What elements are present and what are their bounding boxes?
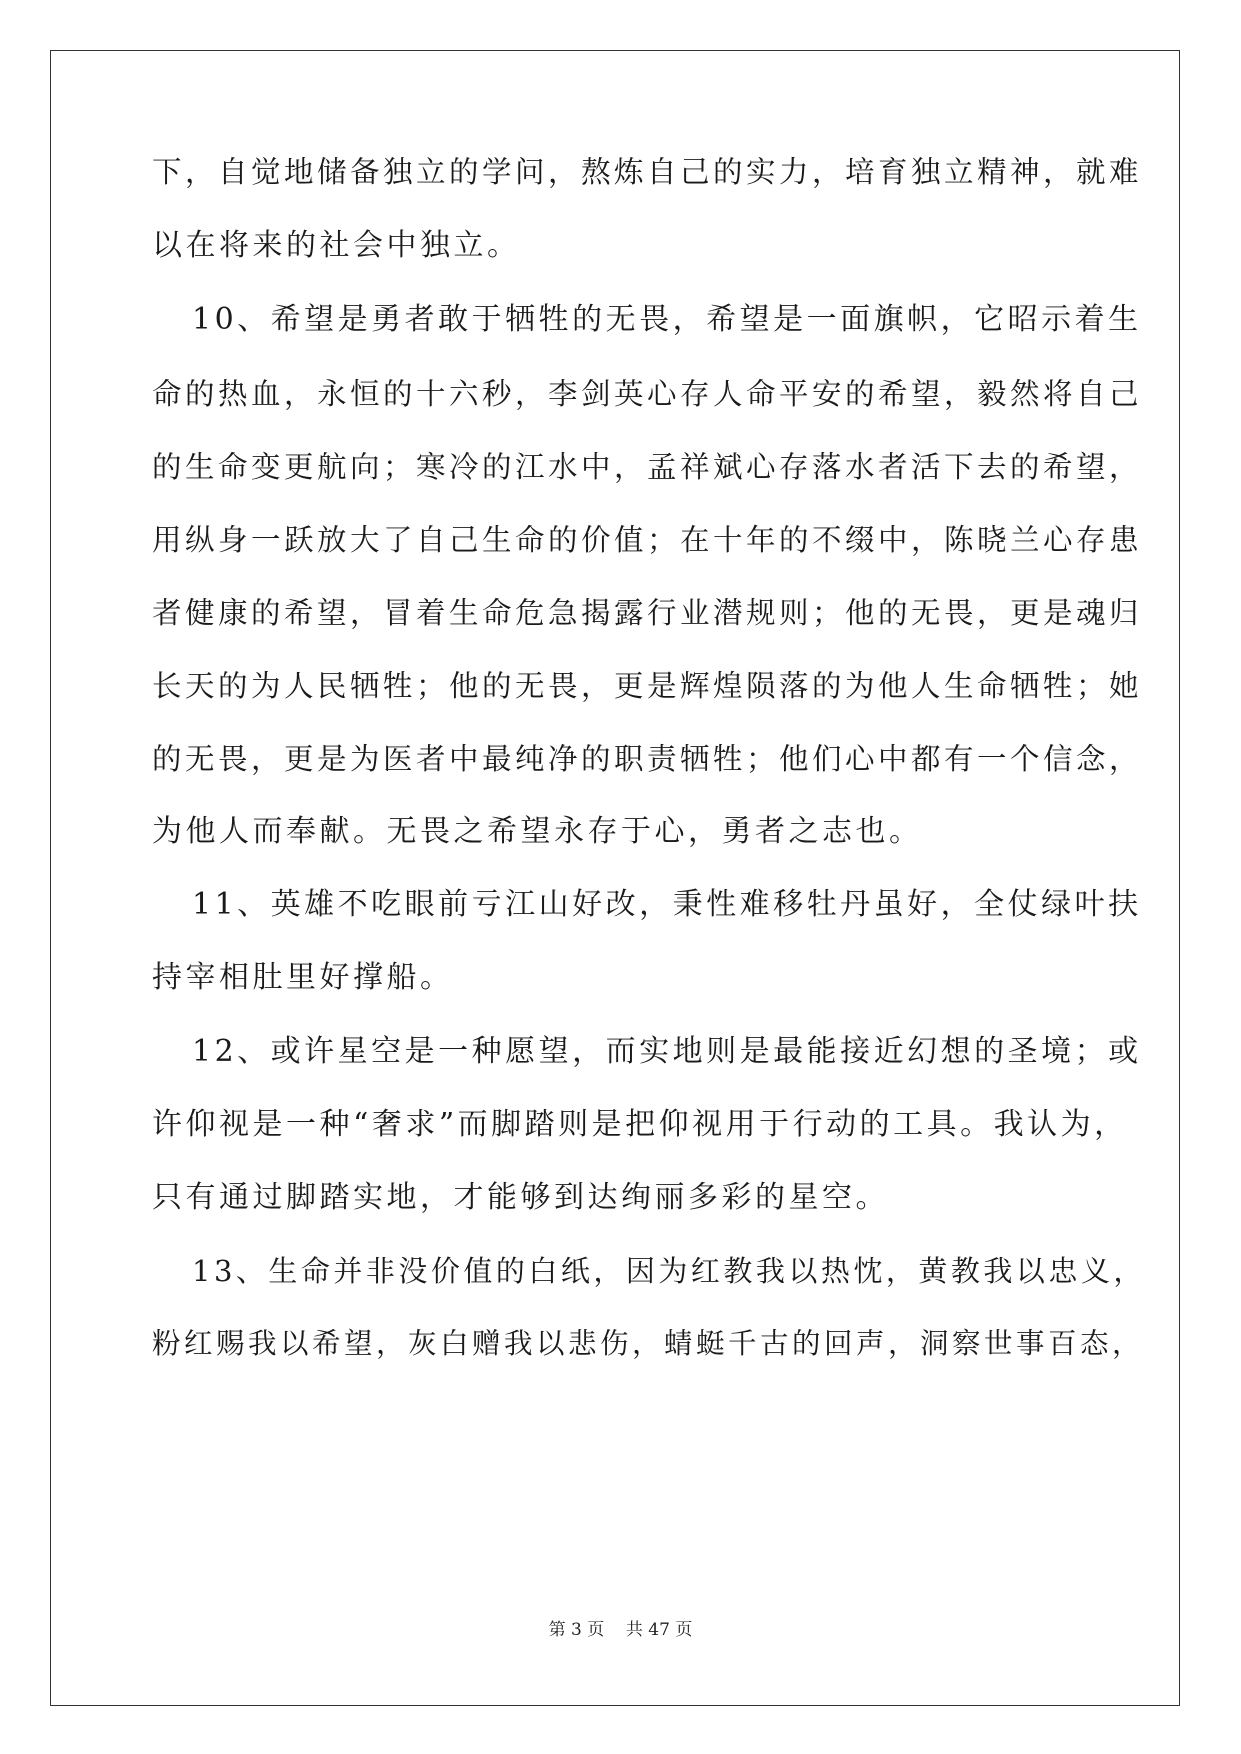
text-line: 者健康的希望，冒着生命危急揭露行业潜规则；他的无畏，更是魂归 <box>152 596 1143 630</box>
text-line: 为他人而奉献。无畏之希望永存于心，勇者之志也。 <box>152 814 923 849</box>
paragraph-first-line: 13、生命并非没价值的白纸，因为红教我以热忱，黄教我以忠义， <box>192 1254 1146 1288</box>
page-border <box>50 50 1180 1706</box>
text-line: 许仰视是一种“奢求”而脚踏则是把仰视用于行动的工具。我认为， <box>152 1107 1128 1142</box>
text-line: 命的热血，永恒的十六秒，李剑英心存人命平安的希望，毅然将自己 <box>152 377 1143 411</box>
text-line: 粉红赐我以希望，灰白赠我以悲伤，蜻蜓千古的回声，洞察世事百态， <box>152 1327 1145 1360</box>
text-line: 用纵身一跃放大了自己生命的价值；在十年的不缀中，陈晓兰心存患 <box>152 523 1143 557</box>
page-footer: 第 3 页 共 47 页 <box>548 1620 693 1640</box>
paragraph-first-line: 10、希望是勇者敢于牺牲的无畏，希望是一面旗帜，它昭示着生 <box>192 302 1142 337</box>
text-line: 长天的为人民牺牲；他的无畏，更是辉煌陨落的为他人生命牺牲；她 <box>152 669 1143 703</box>
text-line: 持宰相肚里好撑船。 <box>152 960 454 995</box>
paragraph-first-line: 12、或许星空是一种愿望，而实地则是最能接近幻想的圣境；或 <box>192 1034 1142 1069</box>
text-line: 的生命变更航向；寒冷的江水中，孟祥斌心存落水者活下去的希望， <box>152 450 1143 484</box>
text-line: 只有通过脚踏实地，才能够到达绚丽多彩的星空。 <box>152 1180 889 1215</box>
text-line: 下，自觉地储备独立的学问，熬炼自己的实力，培育独立精神，就难 <box>152 155 1143 189</box>
paragraph-first-line: 11、英雄不吃眼前亏江山好改，秉性难移牡丹虽好，全仗绿叶扶 <box>192 887 1142 922</box>
text-line: 的无畏，更是为医者中最纯净的职责牺牲；他们心中都有一个信念， <box>152 742 1143 776</box>
text-line: 以在将来的社会中独立。 <box>152 228 521 263</box>
